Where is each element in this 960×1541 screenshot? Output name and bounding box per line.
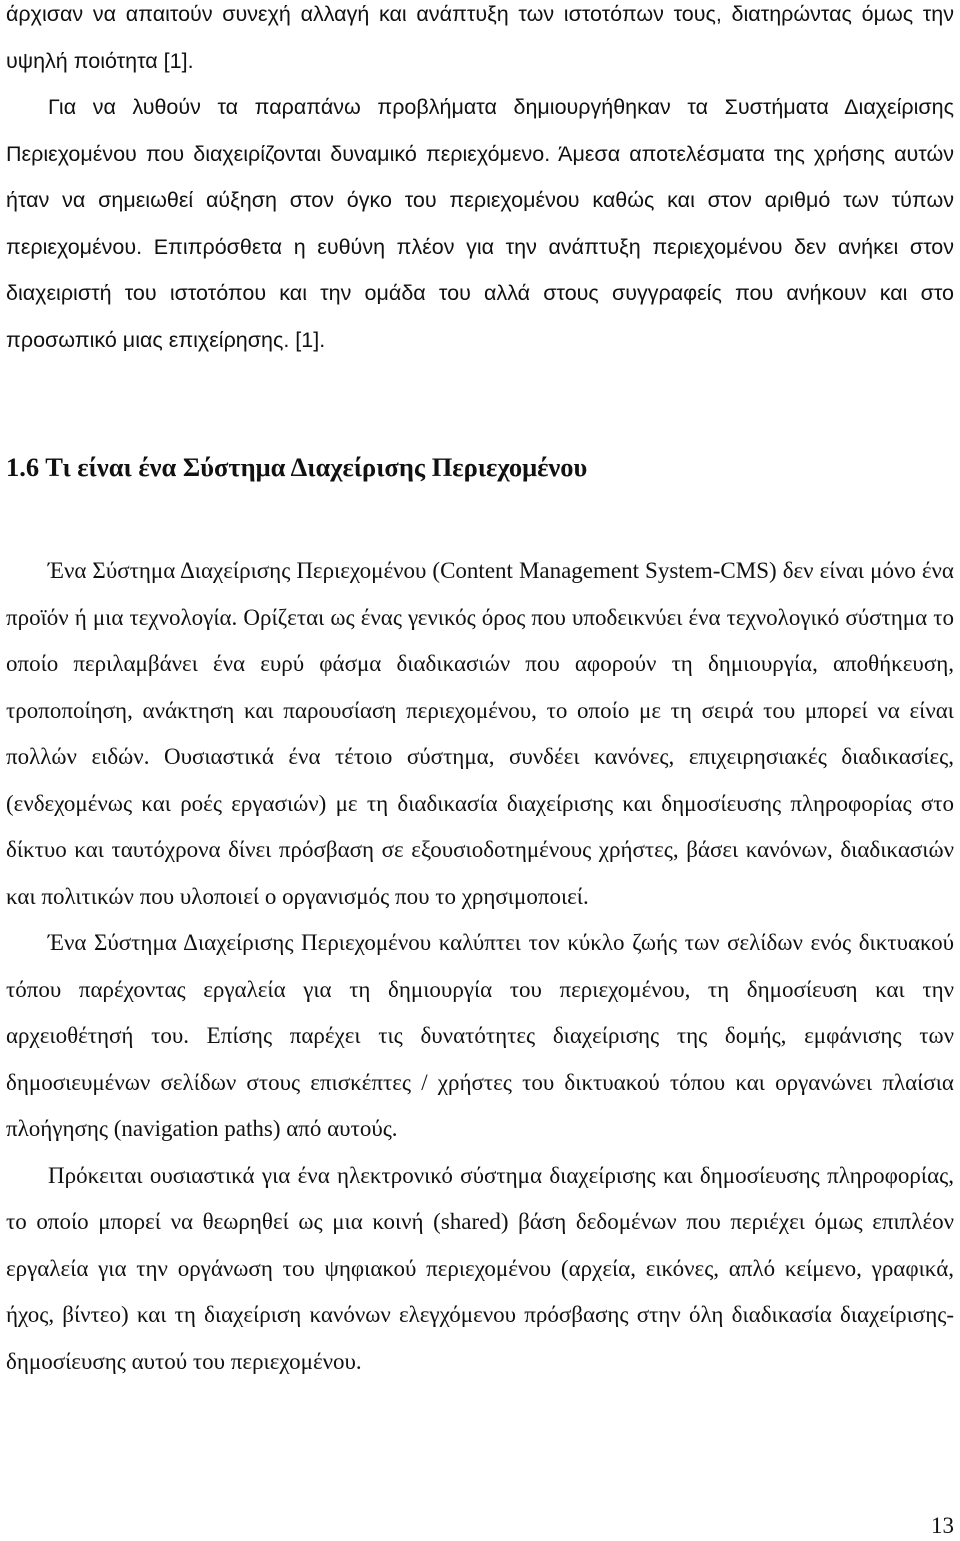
- document-page: [6, 0, 954, 1374]
- intro-paragraph-1: άρχισαν να απαιτούν συνεχή αλλαγή και ανάπτυξη των ιστοτόπων τους, διατηρώντας όμως την υψηλή ποιότητα [1].: [6, 2, 954, 73]
- section-heading: 1.6 Τι είναι ένα Σύστημα Διαχείρισης Περιεχομένου: [6, 452, 588, 482]
- section-paragraph-1: Ένα Σύστημα Διαχείρισης Περιεχομένου (Content Management System-CMS) δεν είναι μόνο ένα προϊόν ή μια τεχνολογία. Ορίζεται ως ένας γενικός όρος που υποδεικνύει ένα τεχνολογικό σύστημα το οποίο περιλαμβάνει ένα ευρύ φάσμα διαδικασιών που αφορούν τη δημιουργία, αποθήκευση, τροποποίηση, ανάκτηση και παρουσίαση περιεχομένου, το οποίο με τη σειρά του μπορεί να είναι πολλών ειδών. Ουσιαστικά ένα τέτοιο σύστημα, συνδέει κανόνες, επιχειρησιακές διαδικασίες, (ενδεχομένως και ροές εργασιών) με τη διαδικασία διαχείρισης και δημοσίευσης πληροφορίας στο δίκτυο και ταυτόχρονα δίνει πρόσβαση σε εξουσιοδοτημένους χρήστες, βάσει κανόνων, διαδικασιών και πολιτικών που υλοποιεί ο οργανισμός που το χρησιμοποιεί.: [6, 558, 954, 909]
- section-body: [6, 548, 954, 1385]
- section-paragraph-3: Πρόκειται ουσιαστικά για ένα ηλεκτρονικό σύστημα διαχείρισης και δημοσίευσης πληροφορίας, το οποίο μπορεί να θεωρηθεί ως μια κοινή (shared) βάση δεδομένων που περιέχει όμως επιπλέον εργαλεία για την οργάνωση του ψηφιακού περιεχομένου (αρχεία, εικόνες, απλό κείμενο, γραφικά, ήχος, βίντεο) και τη διαχείριση κανόνων ελεγχόμενου πρόσβασης στην όλη διαδικασία διαχείρισης-δημοσίευσης αυτού του περιεχομένου.: [6, 1162, 954, 1374]
- section-paragraph-2: Ένα Σύστημα Διαχείρισης Περιεχομένου καλύπτει τον κύκλο ζωής των σελίδων ενός δικτυακού τόπου παρέχοντας εργαλεία για τη δημιουργία του περιεχομένου, τη δημοσίευση και την αρχειοθέτησή του. Επίσης παρέχει τις δυνατότητες διαχείρισης της δομής, εμφάνισης των δημοσιευμένων σελίδων στους επισκέπτες / χρήστες του δικτυακού τόπου και οργανώνει πλαίσια πλοήγησης (navigation paths) από αυτούς.: [6, 930, 954, 1141]
- page-number: 13: [931, 1513, 954, 1538]
- intro-paragraph-2: Για να λυθούν τα παραπάνω προβλήματα δημιουργήθηκαν τα Συστήματα Διαχείρισης Περιεχομένου που διαχειρίζονται δυναμικό περιεχόμενο. Άμεσα αποτελέσματα της χρήσης αυτών ήταν να σημειωθεί αύξηση στον όγκο του περιεχομένου καθώς και στον αριθμό των τύπων περιεχομένου. Επιπρόσθετα η ευθύνη πλέον για την ανάπτυξη περιεχομένου δεν ανήκει στον διαχειριστή του ιστοτόπου και την ομάδα του αλλά στους συγγραφείς που ανήκουν και στο προσωπικό μιας επιχείρησης. [1].: [6, 95, 954, 352]
